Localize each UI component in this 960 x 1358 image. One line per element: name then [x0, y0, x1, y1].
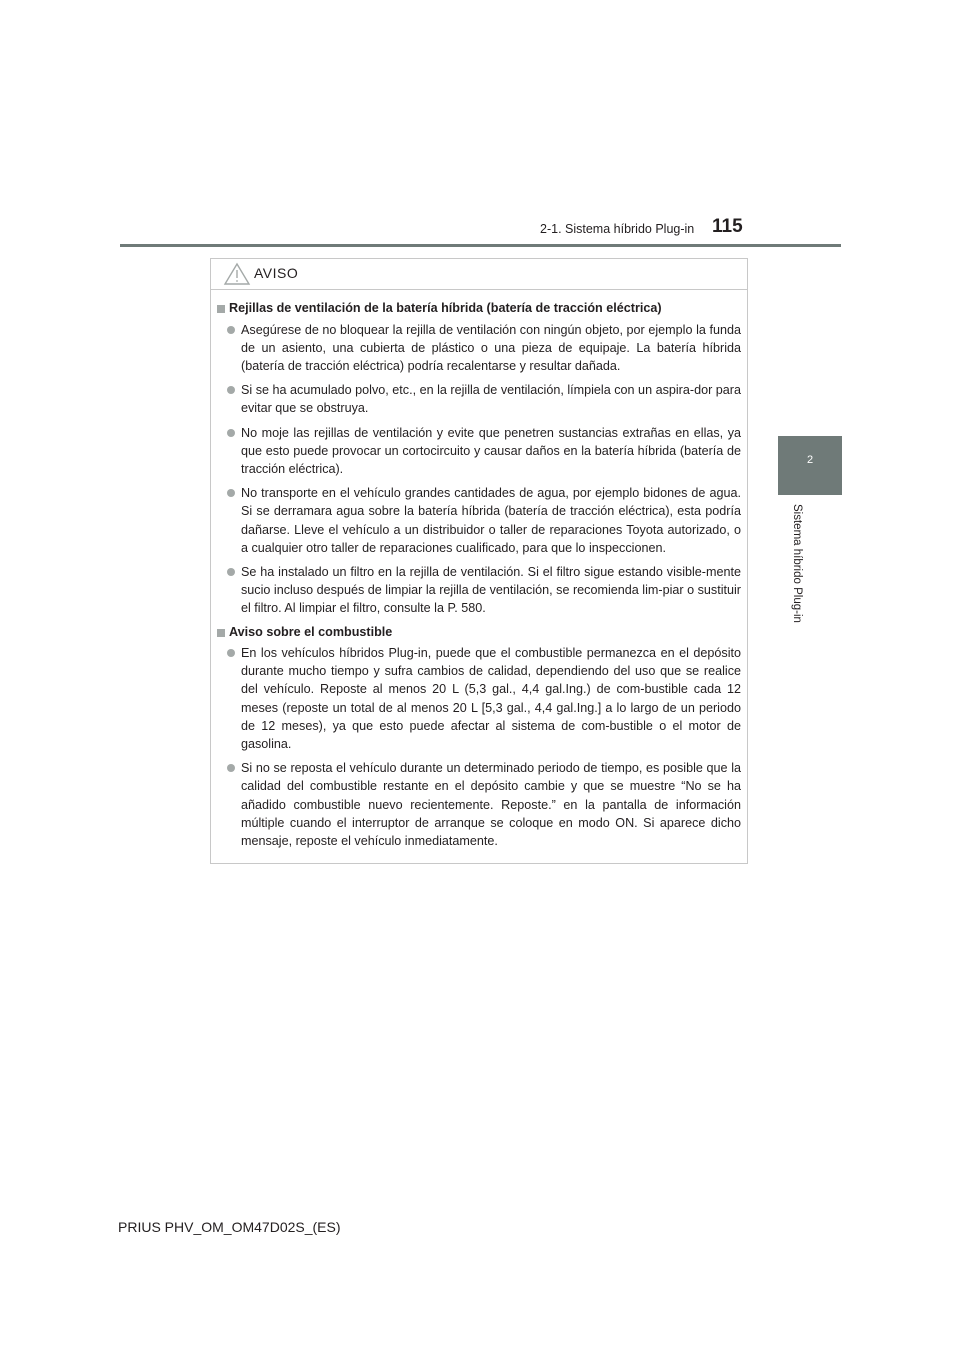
warning-body — [211, 290, 747, 850]
list-item — [227, 644, 741, 753]
section-heading-text: Aviso sobre el combustible — [229, 624, 393, 639]
page-number: 115 — [712, 216, 743, 237]
list-item-text: En los vehículos híbridos Plug-in, puede que el combustible permanezca en el depósito durante mucho tiempo y sufra cambios de calidad, dependiendo del uso que se realice del vehículo. Reposte al menos 20 L (5,3 gal., 4,4 gal.Ing.) de com-bustible cada 12 meses (reposte un total de al menos 20 L [5,3 gal., 4,4 gal.Ing.] a lo largo de un periodo de 12 meses), ya que esto puede afectar al sistema de com-bustible o el motor de gasolina. — [241, 646, 741, 752]
section-heading — [217, 300, 741, 318]
warning-section-ventilation — [217, 300, 741, 618]
header-rule — [120, 244, 841, 247]
dot-bullet-icon — [227, 649, 235, 657]
section-title: 2-1. Sistema híbrido Plug-in — [540, 222, 695, 236]
dot-bullet-icon — [227, 429, 235, 437]
list-item — [227, 321, 741, 376]
list-item — [227, 424, 741, 479]
section-heading — [217, 624, 741, 642]
warning-triangle-icon — [223, 262, 251, 286]
chapter-tab-number: 2 — [806, 454, 814, 466]
section-heading-text: Rejillas de ventilación de la batería híbrida (batería de tracción eléctrica) — [229, 301, 662, 315]
list-item-text: No transporte en el vehículo grandes cantidades de agua, por ejemplo bidones de agua. Si se derramara agua sobre la batería híbrida (batería de tracción eléctrica), esta podría dañarse. Lleve el vehículo a un distribuidor o taller de reparaciones Toyota autorizado, o a cualquier otro taller de reparaciones cualificado, para que lo inspeccionen. — [241, 486, 741, 555]
warning-header — [211, 259, 747, 290]
document-code: PRIUS PHV_OM_OM47D02S_(ES) — [118, 1219, 341, 1235]
list-item — [227, 759, 741, 850]
list-item — [227, 381, 741, 417]
page-header — [0, 0, 960, 250]
dot-bullet-icon — [227, 489, 235, 497]
dot-bullet-icon — [227, 764, 235, 772]
dot-bullet-icon — [227, 326, 235, 334]
warning-title: AVISO — [254, 265, 299, 281]
list-item-text: No moje las rejillas de ventilación y evite que penetren sustancias extrañas en ellas, ya que esto puede provocar un cortocircuito y causar daños en la batería híbrida (batería de tracción eléctrica). — [241, 425, 741, 476]
dot-bullet-icon — [227, 568, 235, 576]
list-item-text: Asegúrese de no bloquear la rejilla de ventilación con ningún objeto, por ejemplo la funda de un asiento, una cubierta de plástico o una pieza de equipaje. La batería híbrida (batería de tracción eléctrica) podría recalentarse y resultar dañada. — [241, 322, 741, 373]
chapter-tab — [778, 436, 842, 495]
list-item-text: Si no se reposta el vehículo durante un determinado periodo de tiempo, es posible que la calidad del combustible restante en el depósito cambie y que se muestre “No se ha añadido combustible nuevo recientemente. Reposte.” en la pantalla de información múltiple cuando el interruptor de arranque se coloque en modo ON. Si aparece dicho mensaje, reposte el vehículo inmediatamente. — [241, 761, 741, 849]
dot-bullet-icon — [227, 386, 235, 394]
list-item — [227, 484, 741, 557]
warning-box — [210, 258, 748, 864]
square-bullet-icon — [217, 629, 225, 637]
warning-section-fuel — [217, 624, 741, 851]
list-item-text: Si se ha acumulado polvo, etc., en la rejilla de ventilación, límpiela con un aspira-dor para evitar que se obstruya. — [241, 383, 741, 416]
list-item — [227, 563, 741, 618]
square-bullet-icon — [217, 305, 225, 313]
chapter-tab-label: Sistema híbrido Plug-in — [791, 504, 803, 623]
list-item-text: Se ha instalado un filtro en la rejilla de ventilación. Si el filtro sigue estando visible-mente sucio incluso después de limpiar la rejilla de ventilación, se recomienda lim-piar o sustituir el filtro. Al limpiar el filtro, consulte la P. 580. — [241, 564, 741, 616]
